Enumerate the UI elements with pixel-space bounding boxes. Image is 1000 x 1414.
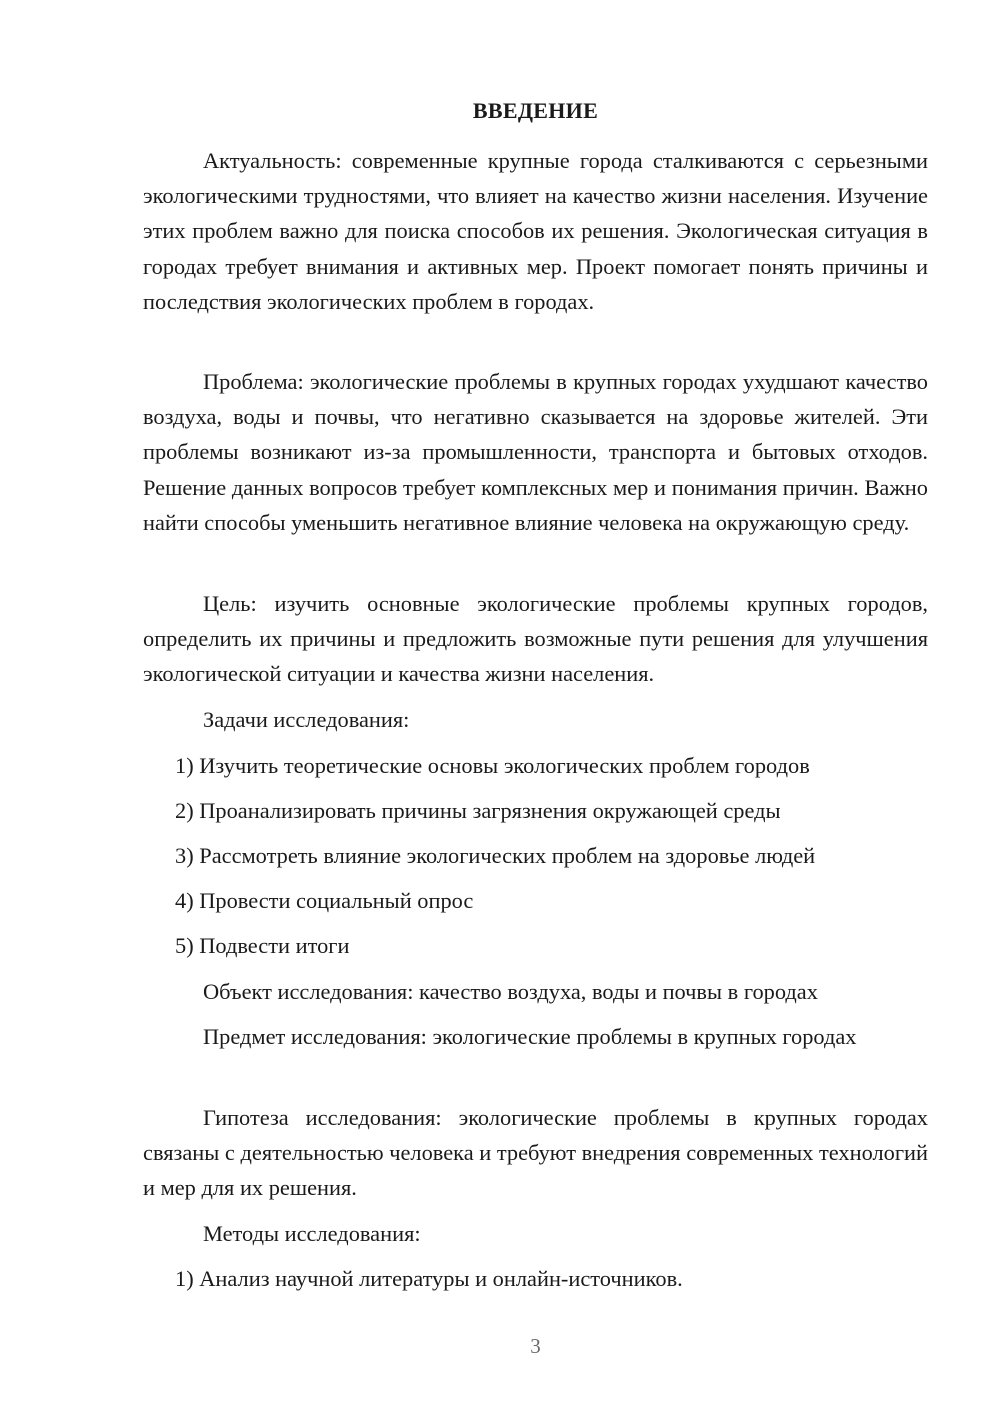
task-item: 3) Рассмотреть влияние экологических проблем на здоровье людей: [175, 843, 816, 868]
problem-paragraph: Проблема: экологические проблемы в крупных городах ухудшают качество воздуха, воды и почвы, что негативно сказывается на здоровье жителей. Эти проблемы возникают из-за промышленности, транспорта и бытовых отходов. Решение данных вопросов требует комплексных мер и понимания причин. Важно найти способы уменьшить негативное влияние человека на окружающую среду.: [143, 369, 928, 535]
page-number: 3: [530, 1334, 541, 1358]
task-item: 2) Проанализировать причины загрязнения окружающей среды: [175, 798, 781, 823]
document-page: [143, 0, 928, 1414]
task-item: 4) Провести социальный опрос: [175, 888, 474, 913]
subject-paragraph: Предмет исследования: экологические проблемы в крупных городах: [203, 1024, 857, 1049]
section-title: ВВЕДЕНИЕ: [472, 98, 599, 123]
task-item: 1) Изучить теоретические основы экологических проблем городов: [175, 753, 810, 778]
method-item: 1) Анализ научной литературы и онлайн-источников.: [175, 1266, 683, 1291]
relevance-paragraph: Актуальность: современные крупные города сталкиваются с серьезными экологическими трудностями, что влияет на качество жизни населения. Изучение этих проблем важно для поиска способов их решения. Экологическая ситуация в городах требует внимания и активных мер. Проект помогает понять причины и последствия экологических проблем в городах.: [143, 148, 928, 314]
goal-paragraph: Цель: изучить основные экологические проблемы крупных городов, определить их причины и предложить возможные пути решения для улучшения экологической ситуации и качества жизни населения.: [143, 591, 928, 687]
tasks-heading: Задачи исследования:: [203, 707, 410, 732]
methods-heading: Методы исследования:: [203, 1221, 421, 1246]
hypothesis-paragraph: Гипотеза исследования: экологические проблемы в крупных городах связаны с деятельностью человека и требуют внедрения современных технологий и мер для их решения.: [143, 1105, 928, 1201]
task-item: 5) Подвести итоги: [175, 933, 350, 958]
object-paragraph: Объект исследования: качество воздуха, воды и почвы в городах: [203, 979, 818, 1004]
